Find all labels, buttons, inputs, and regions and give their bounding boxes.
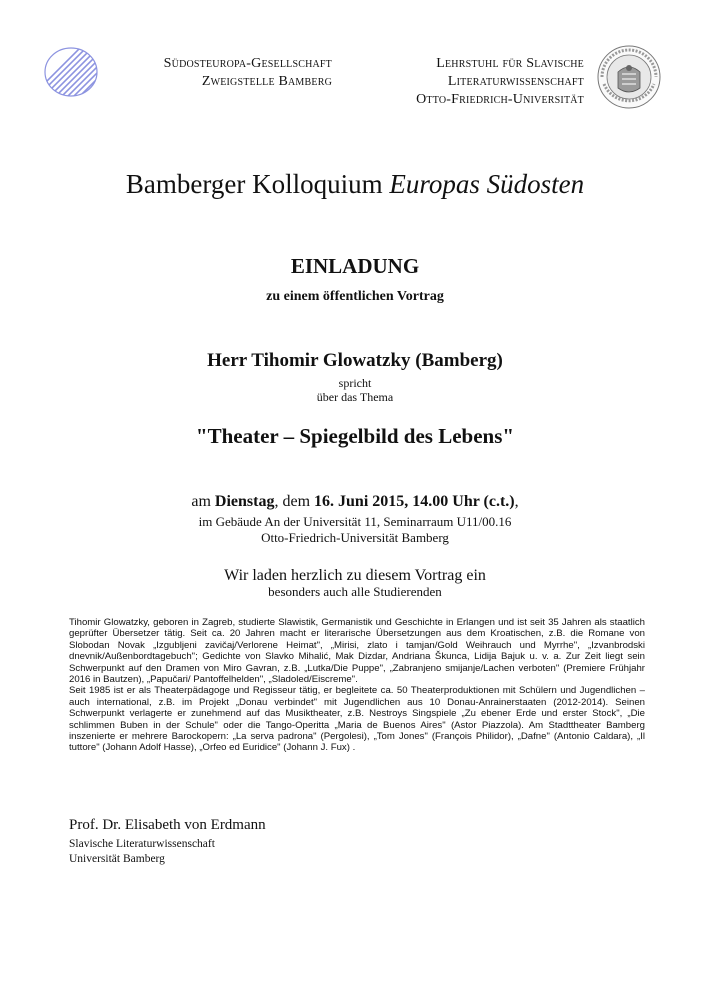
society-branch: Zweigstelle Bamberg (201, 74, 332, 89)
event-datetime (0, 493, 710, 511)
speaker-intro-line-2: über das Thema (316, 390, 394, 404)
title-italic: Europas Südosten (389, 169, 585, 199)
society-header (112, 55, 332, 91)
invitation-subheading: zu einem öffentlichen Vortrag (266, 289, 444, 304)
signature-name: Prof. Dr. Elisabeth von Erdmann (69, 817, 266, 833)
event-room: im Gebäude An der Universität 11, Seminarraum U11/00.16 (198, 514, 512, 529)
datetime-prefix: am (191, 493, 211, 510)
bio-paragraph-2: Seit 1985 ist er als Theaterpädagoge und Regisseur tätig, er begleitete ca. 50 Theaterproduktionen mit Schülern und Jugendlichen – auch international, z.B. im Projekt „Donau verbindet" mit Jugendlichen aus 10 Donau-Anrainerstaaten (2012-2014). Seinen Schwerpunkt verlagerte er zunehmend auf das Musiktheater, z.B. Nestroys Singspiele „Zu ebener Erde und erster Stock", „Die schlimmen Buben in der Schule" oder die Tango-Operitta „Maria de Buenos Aires" (Astor Piazzola). Am Stadttheater Bamberg inszenierte er mehrere Barockopern: „La serva padrona" (Pergolesi), „Tom Jones" (François Philidor), „Dafne" (Antonio Caldara), „Il tuttore" (Johann Adolf Hasse), „Orfeo ed Euridice" (Johann J. Fux) . (69, 685, 645, 754)
society-name: Südosteuropa-Gesellschaft (163, 56, 332, 71)
title-main: Bamberger Kolloquium (125, 169, 383, 199)
chair-line-2: Literaturwissenschaft (447, 74, 584, 89)
datetime-suffix: , (514, 493, 519, 510)
event-university: Otto-Friedrich-Universität Bamberg (261, 530, 449, 545)
datetime-mid: , dem (274, 493, 311, 510)
bio-paragraph-1: Tihomir Glowatzky, geboren in Zagreb, studierte Slawistik, Germanistik und Geschichte in Erlangen und ist seit 35 Jahren als staatlich geprüfter Übersetzer tätig. Seit ca. 20 Jahren macht er literarische Übersetzungen aus dem Kroatischen, z.B. die Romane von Slobodan Novak „Izgubljeni zavičaj/Verlorene Heimat", „Mirisi, zlato i tamjan/Gold Weihrauch und Myrrhe", „Izvanbrodski dnevnik/Außenbordtagebuch"; Gedichte von Slavko Mihalić, Mak Dizdar, Andriana Škunca, Lidija Bajuk u. v. a. Zur Zeit liegt sein Schwerpunkt auf den Dramen von Miro Gavran, z.B. „Lutka/Die Puppe", „Zabranjeno smijanje/Lachen verboten" (Premiere Frühjahr 2016 in Bautzen), „Papučari/ Pantoffelhelden", „Sladoled/Eiscreme". (69, 617, 645, 686)
speaker-intro (0, 376, 710, 404)
speaker-name: Herr Tihomir Glowatzky (Bamberg) (207, 350, 503, 371)
talk-topic: "Theater – Spiegelbild des Lebens" (195, 424, 515, 448)
colloquium-title (0, 169, 710, 200)
invitation-heading: EINLADUNG (290, 254, 420, 278)
university-seal-icon (596, 44, 662, 110)
striped-circle-logo-icon (44, 46, 100, 98)
speaker-intro-line-1: spricht (338, 376, 372, 390)
chair-line-1: Lehrstuhl für Slavische (436, 56, 584, 71)
invite-line: Wir laden herzlich zu diesem Vortrag ein (224, 567, 486, 584)
chair-header (350, 55, 584, 109)
event-date-time: 16. Juni 2015, 14.00 Uhr (c.t.) (314, 493, 515, 510)
event-day: Dienstag (214, 493, 275, 510)
signature-department: Slavische Literaturwissenschaft (69, 838, 215, 850)
invite-students: besonders auch alle Studierenden (268, 584, 442, 599)
signature-university: Universität Bamberg (69, 853, 165, 865)
speaker-biography (69, 617, 645, 754)
chair-line-3: Otto-Friedrich-Universität (416, 92, 584, 107)
